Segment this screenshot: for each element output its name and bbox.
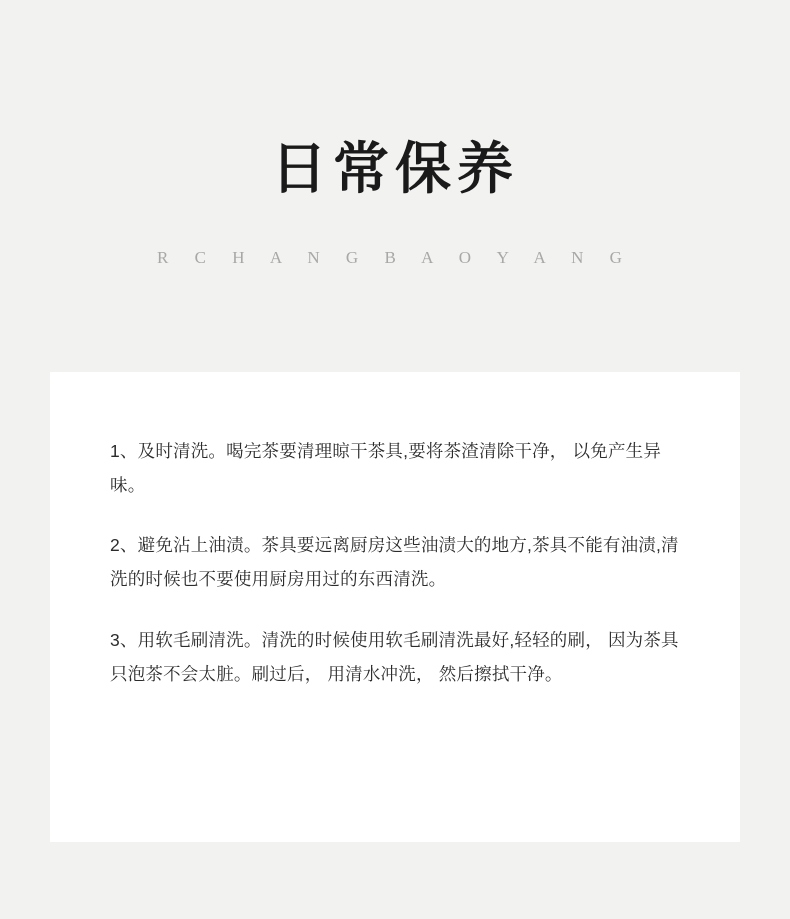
care-instructions-card <box>50 372 740 842</box>
page-subtitle-pinyin: R C H A N G B A O Y A N G <box>157 247 633 267</box>
care-instruction-item: 1、及时清洗。喝完茶要清理晾干茶具,要将茶渣清除干净， 以免产生异味。 <box>110 441 662 496</box>
page-title: 日常保养 <box>271 139 519 201</box>
care-instruction-item: 2、避免沾上油渍。茶具要远离厨房这些油渍大的地方,茶具不能有油渍,清洗的时候也不要使用厨房用过的东西清洗。 <box>110 535 679 590</box>
care-instruction-item: 3、用软毛刷清洗。清洗的时候使用软毛刷清洗最好,轻轻的刷， 因为茶具只泡茶不会太脏。刷过后， 用清水冲洗， 然后擦拭干净。 <box>110 629 679 684</box>
page-header <box>0 0 790 268</box>
